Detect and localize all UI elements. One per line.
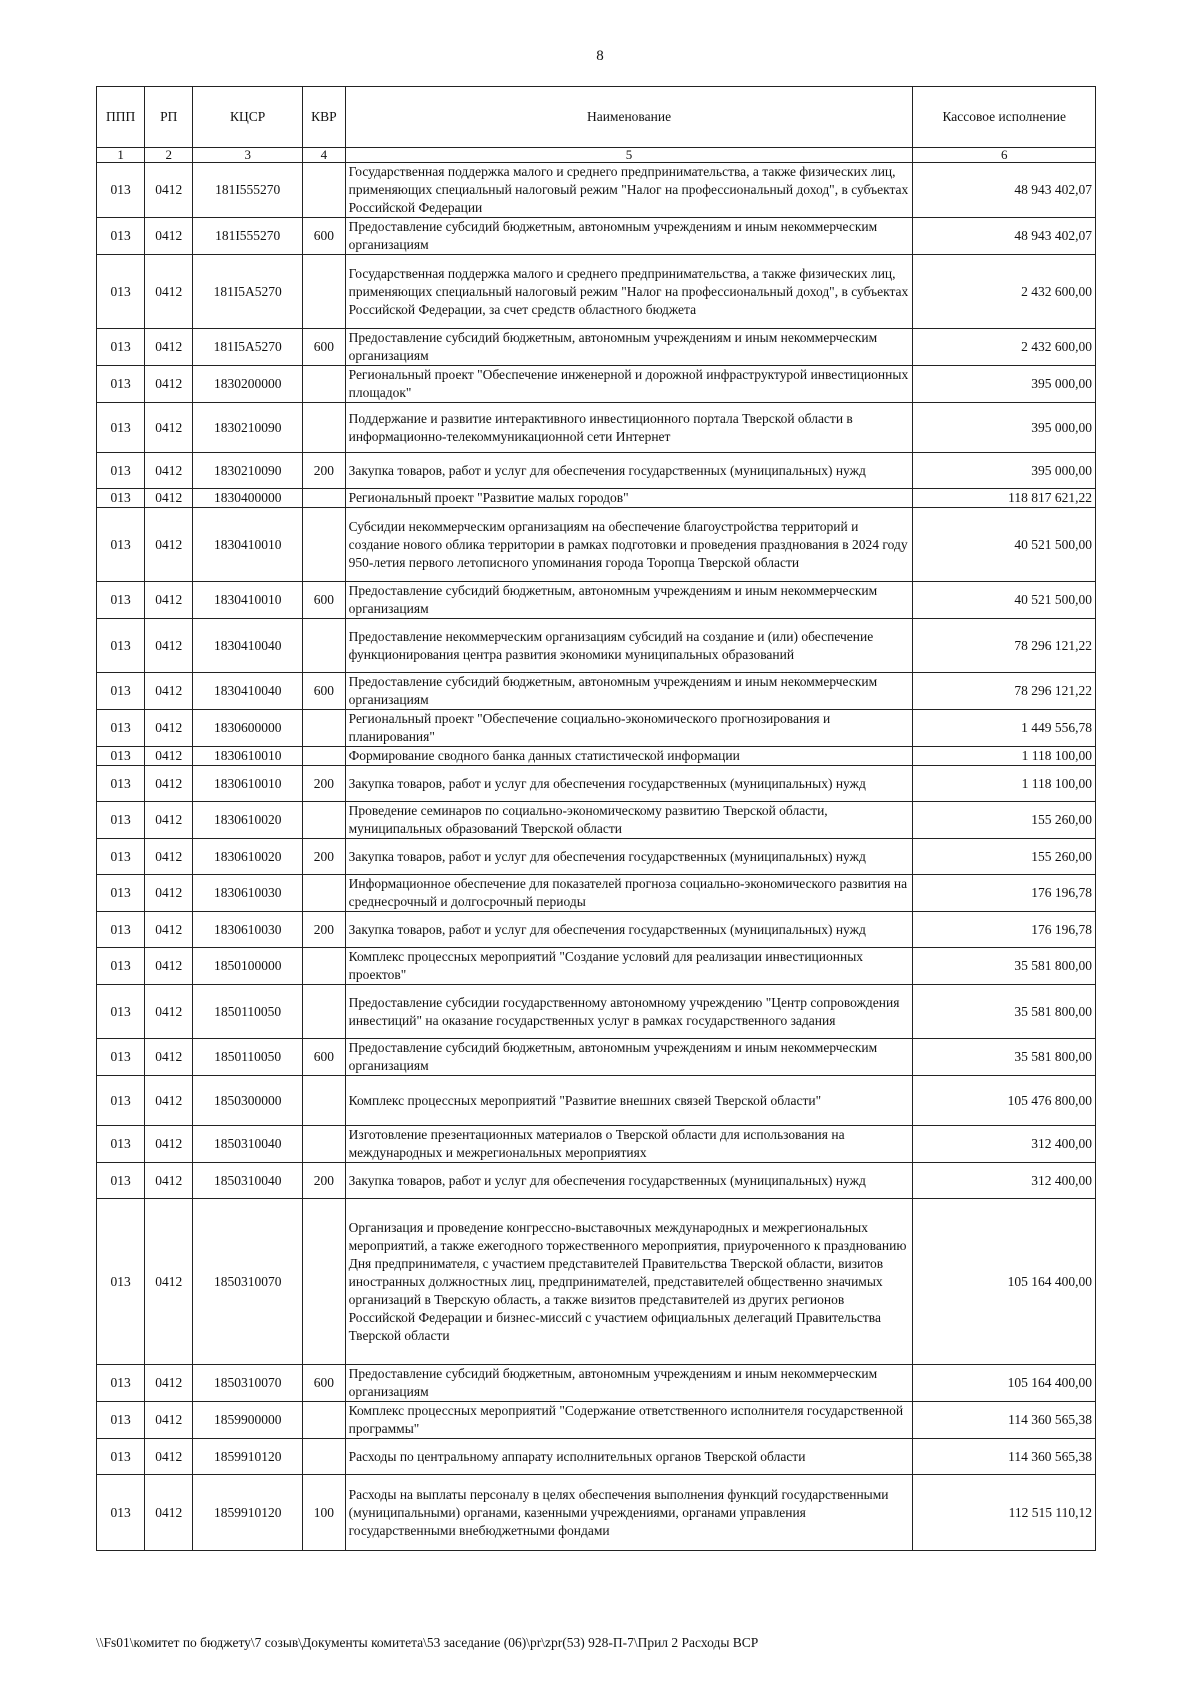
table-row	[97, 1039, 1096, 1076]
cell-kcsr: 1850310070	[193, 1365, 303, 1402]
cell-ppp: 013	[97, 948, 145, 985]
header-rp: РП	[145, 87, 193, 148]
cell-rp: 0412	[145, 1126, 193, 1163]
table-row	[97, 673, 1096, 710]
cell-kcsr: 1830610020	[193, 839, 303, 875]
cell-amount: 35 581 800,00	[913, 948, 1096, 985]
column-number: 3	[193, 148, 303, 163]
cell-ppp: 013	[97, 673, 145, 710]
cell-kvr	[303, 255, 346, 329]
table-row	[97, 1475, 1096, 1551]
cell-name: Региональный проект "Развитие малых городов"	[345, 489, 913, 508]
table-row	[97, 1163, 1096, 1199]
cell-kvr: 200	[303, 839, 346, 875]
cell-ppp: 013	[97, 747, 145, 766]
cell-kcsr: 1830210090	[193, 403, 303, 453]
cell-kcsr: 1830200000	[193, 366, 303, 403]
cell-amount: 40 521 500,00	[913, 508, 1096, 582]
cell-name: Закупка товаров, работ и услуг для обеспечения государственных (муниципальных) нужд	[345, 912, 913, 948]
table-row	[97, 508, 1096, 582]
cell-name: Предоставление субсидий бюджетным, автономным учреждениям и иным некоммерческим организациям	[345, 218, 913, 255]
cell-name: Расходы по центральному аппарату исполнительных органов Тверской области	[345, 1439, 913, 1475]
cell-ppp: 013	[97, 218, 145, 255]
cell-rp: 0412	[145, 875, 193, 912]
table-row	[97, 839, 1096, 875]
cell-amount: 112 515 110,12	[913, 1475, 1096, 1551]
cell-ppp: 013	[97, 255, 145, 329]
cell-rp: 0412	[145, 1039, 193, 1076]
cell-kcsr: 1830210090	[193, 453, 303, 489]
cell-kcsr: 181I555270	[193, 163, 303, 218]
cell-kvr	[303, 1076, 346, 1126]
cell-amount: 155 260,00	[913, 839, 1096, 875]
cell-kcsr: 1830610030	[193, 912, 303, 948]
cell-kvr	[303, 1126, 346, 1163]
cell-kvr: 200	[303, 766, 346, 802]
cell-kvr: 600	[303, 218, 346, 255]
header-kcsr: КЦСР	[193, 87, 303, 148]
cell-ppp: 013	[97, 489, 145, 508]
cell-amount: 312 400,00	[913, 1126, 1096, 1163]
cell-kvr	[303, 985, 346, 1039]
page-number: 8	[596, 48, 604, 64]
cell-rp: 0412	[145, 163, 193, 218]
cell-rp: 0412	[145, 710, 193, 747]
cell-kvr	[303, 403, 346, 453]
cell-amount: 2 432 600,00	[913, 329, 1096, 366]
cell-rp: 0412	[145, 619, 193, 673]
cell-kcsr: 1859900000	[193, 1402, 303, 1439]
table-row	[97, 453, 1096, 489]
cell-amount: 1 449 556,78	[913, 710, 1096, 747]
cell-name: Изготовление презентационных материалов о Тверской области для использования на международных и межрегиональных мероприятиях	[345, 1126, 913, 1163]
cell-kvr	[303, 710, 346, 747]
cell-amount: 155 260,00	[913, 802, 1096, 839]
cell-amount: 35 581 800,00	[913, 985, 1096, 1039]
cell-name: Предоставление субсидий бюджетным, автономным учреждениям и иным некоммерческим организациям	[345, 673, 913, 710]
cell-kcsr: 1830610010	[193, 747, 303, 766]
table-row	[97, 403, 1096, 453]
cell-ppp: 013	[97, 582, 145, 619]
header-kvr: КВР	[303, 87, 346, 148]
table-row	[97, 619, 1096, 673]
cell-kcsr: 1830410040	[193, 673, 303, 710]
cell-ppp: 013	[97, 619, 145, 673]
cell-rp: 0412	[145, 453, 193, 489]
cell-rp: 0412	[145, 766, 193, 802]
cell-kcsr: 1830610010	[193, 766, 303, 802]
cell-kvr	[303, 1439, 346, 1475]
cell-amount: 105 164 400,00	[913, 1365, 1096, 1402]
cell-kcsr: 1830410040	[193, 619, 303, 673]
cell-rp: 0412	[145, 1439, 193, 1475]
cell-name: Формирование сводного банка данных статистической информации	[345, 747, 913, 766]
cell-ppp: 013	[97, 403, 145, 453]
cell-name: Закупка товаров, работ и услуг для обеспечения государственных (муниципальных) нужд	[345, 766, 913, 802]
cell-rp: 0412	[145, 582, 193, 619]
cell-amount: 176 196,78	[913, 912, 1096, 948]
cell-kvr: 600	[303, 673, 346, 710]
cell-name: Государственная поддержка малого и среднего предпринимательства, а также физических лиц, применяющих специальный налоговый режим "Налог на профессиональный доход", в субъектах Российской Федерации	[345, 163, 913, 218]
cell-kvr: 100	[303, 1475, 346, 1551]
header-row	[97, 87, 1096, 148]
cell-ppp: 013	[97, 912, 145, 948]
cell-kvr: 600	[303, 582, 346, 619]
cell-amount: 118 817 621,22	[913, 489, 1096, 508]
cell-amount: 114 360 565,38	[913, 1439, 1096, 1475]
cell-rp: 0412	[145, 218, 193, 255]
cell-kvr: 600	[303, 1039, 346, 1076]
header-ppp: ППП	[97, 87, 145, 148]
cell-name: Комплекс процессных мероприятий "Создание условий для реализации инвестиционных проектов"	[345, 948, 913, 985]
cell-kvr: 600	[303, 329, 346, 366]
cell-name: Предоставление субсидий бюджетным, автономным учреждениям и иным некоммерческим организациям	[345, 1365, 913, 1402]
cell-rp: 0412	[145, 1402, 193, 1439]
cell-ppp: 013	[97, 1475, 145, 1551]
cell-ppp: 013	[97, 1039, 145, 1076]
cell-kcsr: 181I5A5270	[193, 255, 303, 329]
cell-kcsr: 1850310040	[193, 1163, 303, 1199]
cell-kvr	[303, 619, 346, 673]
cell-kvr	[303, 802, 346, 839]
cell-kcsr: 181I5A5270	[193, 329, 303, 366]
table-row	[97, 489, 1096, 508]
cell-amount: 48 943 402,07	[913, 163, 1096, 218]
cell-rp: 0412	[145, 329, 193, 366]
table-body	[97, 163, 1096, 1551]
cell-amount: 78 296 121,22	[913, 673, 1096, 710]
table-row	[97, 1402, 1096, 1439]
cell-rp: 0412	[145, 673, 193, 710]
cell-rp: 0412	[145, 403, 193, 453]
cell-name: Закупка товаров, работ и услуг для обеспечения государственных (муниципальных) нужд	[345, 1163, 913, 1199]
file-path-footer: \\Fs01\комитет по бюджету\7 созыв\Документы комитета\53 заседание (06)\pr\zpr(53) 928-П-7\Прил 2 Расходы ВСР	[96, 1635, 759, 1650]
cell-name: Государственная поддержка малого и среднего предпринимательства, а также физических лиц, применяющих специальный налоговый режим "Налог на профессиональный доход", в субъектах Российской Федерации, за счет средств областного бюджета	[345, 255, 913, 329]
cell-name: Предоставление субсидий бюджетным, автономным учреждениям и иным некоммерческим организациям	[345, 582, 913, 619]
cell-amount: 114 360 565,38	[913, 1402, 1096, 1439]
table-row	[97, 163, 1096, 218]
cell-amount: 1 118 100,00	[913, 747, 1096, 766]
cell-amount: 78 296 121,22	[913, 619, 1096, 673]
table-row	[97, 366, 1096, 403]
table-row	[97, 912, 1096, 948]
cell-amount: 176 196,78	[913, 875, 1096, 912]
cell-kcsr: 1850110050	[193, 1039, 303, 1076]
column-number: 4	[303, 148, 346, 163]
table-row	[97, 1439, 1096, 1475]
table-row	[97, 329, 1096, 366]
cell-rp: 0412	[145, 839, 193, 875]
cell-amount: 312 400,00	[913, 1163, 1096, 1199]
cell-rp: 0412	[145, 255, 193, 329]
cell-rp: 0412	[145, 489, 193, 508]
cell-ppp: 013	[97, 1126, 145, 1163]
cell-ppp: 013	[97, 1439, 145, 1475]
cell-rp: 0412	[145, 1076, 193, 1126]
table-row	[97, 985, 1096, 1039]
cell-kvr: 200	[303, 912, 346, 948]
cell-amount: 395 000,00	[913, 366, 1096, 403]
cell-kvr	[303, 948, 346, 985]
column-number: 2	[145, 148, 193, 163]
table-row	[97, 1126, 1096, 1163]
cell-kcsr: 1850110050	[193, 985, 303, 1039]
cell-ppp: 013	[97, 1365, 145, 1402]
cell-amount: 105 476 800,00	[913, 1076, 1096, 1126]
cell-kvr	[303, 1402, 346, 1439]
cell-name: Предоставление субсидии государственному автономному учреждению "Центр сопровождения инвестиций" на оказание государственных услуг в рамках государственного задания	[345, 985, 913, 1039]
cell-kvr	[303, 1199, 346, 1365]
table-row	[97, 948, 1096, 985]
cell-kvr	[303, 875, 346, 912]
cell-name: Предоставление субсидий бюджетным, автономным учреждениям и иным некоммерческим организациям	[345, 329, 913, 366]
cell-amount: 105 164 400,00	[913, 1199, 1096, 1365]
cell-kvr	[303, 508, 346, 582]
cell-rp: 0412	[145, 985, 193, 1039]
cell-name: Предоставление некоммерческим организациям субсидий на создание и (или) обеспечение функционирования центра развития экономики муниципальных образований	[345, 619, 913, 673]
cell-kcsr: 1830600000	[193, 710, 303, 747]
cell-kvr: 200	[303, 453, 346, 489]
cell-ppp: 013	[97, 802, 145, 839]
table-row	[97, 1365, 1096, 1402]
cell-ppp: 013	[97, 766, 145, 802]
cell-kcsr: 1830610020	[193, 802, 303, 839]
cell-rp: 0412	[145, 1199, 193, 1365]
cell-rp: 0412	[145, 1475, 193, 1551]
cell-rp: 0412	[145, 1163, 193, 1199]
cell-name: Субсидии некоммерческим организациям на обеспечение благоустройства территорий и создание нового облика территории в рамках подготовки и проведения празднования в 2024 году 950-летия первого летописного упоминания города Торопца Тверской области	[345, 508, 913, 582]
cell-name: Комплекс процессных мероприятий "Содержание ответственного исполнителя государственной программы"	[345, 1402, 913, 1439]
cell-kcsr: 1859910120	[193, 1439, 303, 1475]
header-name: Наименование	[345, 87, 913, 148]
cell-ppp: 013	[97, 875, 145, 912]
cell-amount: 35 581 800,00	[913, 1039, 1096, 1076]
table-row	[97, 802, 1096, 839]
cell-name: Региональный проект "Обеспечение социально-экономического прогнозирования и планирования"	[345, 710, 913, 747]
table-row	[97, 255, 1096, 329]
cell-amount: 1 118 100,00	[913, 766, 1096, 802]
cell-rp: 0412	[145, 1365, 193, 1402]
cell-kcsr: 1830400000	[193, 489, 303, 508]
cell-ppp: 013	[97, 839, 145, 875]
cell-kvr	[303, 489, 346, 508]
cell-kvr	[303, 366, 346, 403]
cell-ppp: 013	[97, 710, 145, 747]
cell-kcsr: 1830610030	[193, 875, 303, 912]
cell-kvr	[303, 747, 346, 766]
cell-ppp: 013	[97, 1402, 145, 1439]
cell-kcsr: 1830410010	[193, 582, 303, 619]
cell-amount: 395 000,00	[913, 403, 1096, 453]
cell-rp: 0412	[145, 747, 193, 766]
table-row	[97, 875, 1096, 912]
cell-kvr: 600	[303, 1365, 346, 1402]
cell-kcsr: 181I555270	[193, 218, 303, 255]
cell-name: Предоставление субсидий бюджетным, автономным учреждениям и иным некоммерческим организациям	[345, 1039, 913, 1076]
table-row	[97, 710, 1096, 747]
column-number: 1	[97, 148, 145, 163]
cell-kcsr: 1850100000	[193, 948, 303, 985]
table-row	[97, 1076, 1096, 1126]
cell-ppp: 013	[97, 1199, 145, 1365]
header-amount: Кассовое исполнение	[913, 87, 1096, 148]
table-row	[97, 218, 1096, 255]
cell-ppp: 013	[97, 163, 145, 218]
cell-ppp: 013	[97, 329, 145, 366]
cell-kcsr: 1850310040	[193, 1126, 303, 1163]
cell-amount: 48 943 402,07	[913, 218, 1096, 255]
cell-kcsr: 1859910120	[193, 1475, 303, 1551]
cell-rp: 0412	[145, 912, 193, 948]
cell-name: Закупка товаров, работ и услуг для обеспечения государственных (муниципальных) нужд	[345, 453, 913, 489]
cell-ppp: 013	[97, 1076, 145, 1126]
column-number: 5	[345, 148, 913, 163]
cell-ppp: 013	[97, 508, 145, 582]
cell-kcsr: 1850310070	[193, 1199, 303, 1365]
cell-ppp: 013	[97, 1163, 145, 1199]
cell-amount: 2 432 600,00	[913, 255, 1096, 329]
cell-name: Проведение семинаров по социально-экономическому развитию Тверской области, муниципальных образований Тверской области	[345, 802, 913, 839]
cell-name: Закупка товаров, работ и услуг для обеспечения государственных (муниципальных) нужд	[345, 839, 913, 875]
cell-amount: 40 521 500,00	[913, 582, 1096, 619]
table-row	[97, 582, 1096, 619]
cell-name: Комплекс процессных мероприятий "Развитие внешних связей Тверской области"	[345, 1076, 913, 1126]
cell-kcsr: 1850300000	[193, 1076, 303, 1126]
cell-ppp: 013	[97, 453, 145, 489]
cell-name: Поддержание и развитие интерактивного инвестиционного портала Тверской области в информационно-телекоммуникационной сети Интернет	[345, 403, 913, 453]
cell-ppp: 013	[97, 366, 145, 403]
cell-name: Организация и проведение конгрессно-выставочных международных и межрегиональных мероприятий, а также ежегодного торжественного мероприятия, приуроченного к празднованию Дня предпринимателя, с участием представителей Правительства Тверской области, визитов иностранных должностных лиц, предпринимателей, представителей общественно значимых организаций в Тверскую область, а также визитов представителей из других регионов Российской Федерации и бизнес-миссий с участием официальных делегаций Правительства Тверской области	[345, 1199, 913, 1365]
expenditure-table	[96, 86, 1096, 1551]
cell-rp: 0412	[145, 508, 193, 582]
cell-kvr: 200	[303, 1163, 346, 1199]
cell-ppp: 013	[97, 985, 145, 1039]
cell-rp: 0412	[145, 366, 193, 403]
cell-name: Информационное обеспечение для показателей прогноза социально-экономического развития на среднесрочный и долгосрочный периоды	[345, 875, 913, 912]
table-row	[97, 766, 1096, 802]
cell-name: Расходы на выплаты персоналу в целях обеспечения выполнения функций государственными (муниципальными) органами, казенными учреждениями, органами управления государственными внебюджетными фондами	[345, 1475, 913, 1551]
cell-rp: 0412	[145, 802, 193, 839]
cell-kcsr: 1830410010	[193, 508, 303, 582]
cell-name: Региональный проект "Обеспечение инженерной и дорожной инфраструктурой инвестиционных площадок"	[345, 366, 913, 403]
cell-kvr	[303, 163, 346, 218]
table-row	[97, 747, 1096, 766]
cell-rp: 0412	[145, 948, 193, 985]
column-number-row	[97, 148, 1096, 163]
cell-amount: 395 000,00	[913, 453, 1096, 489]
table-row	[97, 1199, 1096, 1365]
column-number: 6	[913, 148, 1096, 163]
